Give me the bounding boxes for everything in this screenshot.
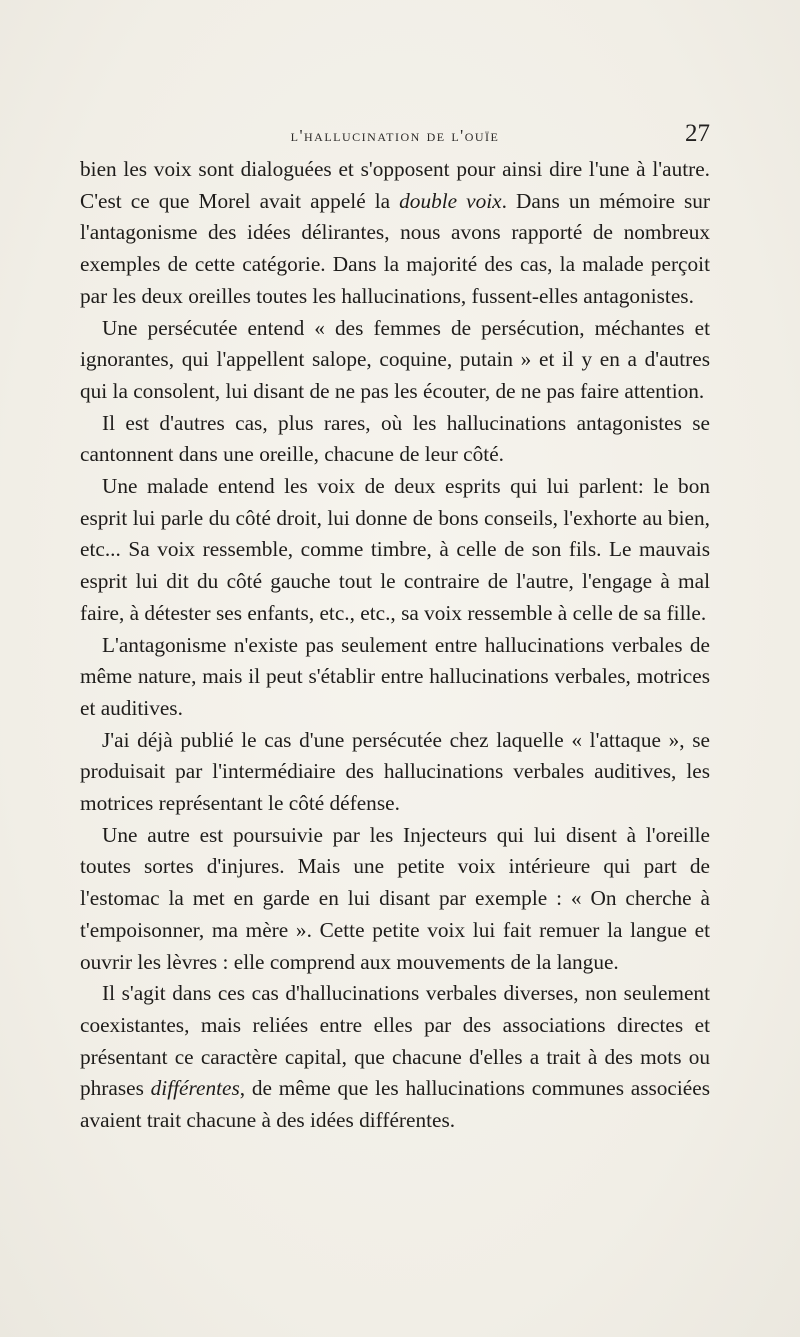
paragraph-1-text-a: bien les voix sont dialoguées et s'opposent pour ainsi dire l'une à l'autre. C'est ce que Morel avait appelé la (80, 157, 710, 213)
paragraph-6: J'ai déjà publié le cas d'une persécutée chez laquelle « l'attaque », se produisait par l'intermédiaire des hallucinations verbales auditives, les motrices représentant le côté défense. (80, 727, 710, 816)
paragraph-2: Une persécutée entend « des femmes de persécution, méchantes et ignorantes, qui l'appellent salope, coquine, putain » et il y en a d'autres qui la consolent, lui disant de ne pas les écouter, de ne pas faire attention. (80, 315, 710, 403)
paragraph-8-text-b: , de même que les hallucinations communes associées avaient trait chacune à des idées différentes. (80, 1076, 710, 1133)
running-title: l'hallucination de l'ouïe (290, 126, 500, 145)
page-number: 27 (685, 120, 710, 147)
paragraph-7: Une autre est poursuivie par les Injecteurs qui lui disent à l'oreille toutes sortes d'injures. Mais une petite voix intérieure qui part de l'estomac la met en garde en lui disant par exemple : « On cherche à t'empoisonner, ma mère ». Cette petite voix lui fait remuer la langue et ouvrir les lèvres : elle comprend aux mouvements de la langue. (80, 822, 710, 974)
body-text (80, 154, 710, 1137)
paragraph-1 (80, 154, 710, 313)
paragraph-1-text-b: . Dans un mémoire sur l'antagonisme des idées délirantes, nous avons rapporté de nombreux exemples de cette catégorie. Dans la majorité des cas, la malade perçoit par les deux oreilles toutes les hallucinations, fussent-elles antagonistes. (80, 188, 710, 308)
paragraph-5: L'antagonisme n'existe pas seulement entre hallucinations verbales de même nature, mais il peut s'établir entre hallucinations verbales, motrices et auditives. (80, 632, 710, 720)
emphasis-double-voix: double voix (399, 188, 502, 213)
paragraph-8 (80, 978, 710, 1137)
paragraph-3: Il est d'autres cas, plus rares, où les hallucinations antagonistes se cantonnent dans une oreille, chacune de leur côté. (80, 410, 710, 467)
running-header (80, 120, 710, 154)
paragraph-8-text-a: Il s'agit dans ces cas d'hallucinations verbales diverses, non seulement coexistantes, mais reliées entre elles par des associations directes et présentant ce caractère capital, que chacune d'elles a trait à des mots ou phrases (80, 981, 710, 1101)
paragraph-4: Une malade entend les voix de deux esprits qui lui parlent: le bon esprit lui parle du côté droit, lui donne de bons conseils, l'exhorte au bien, etc... Sa voix ressemble, comme timbre, à celle de son fils. Le mauvais esprit lui dit du côté gauche tout le contraire de l'autre, l'engage à mal faire, à détester ses enfants, etc., etc., sa voix ressemble à celle de sa fille. (80, 474, 710, 625)
emphasis-differentes: différentes (150, 1076, 240, 1101)
